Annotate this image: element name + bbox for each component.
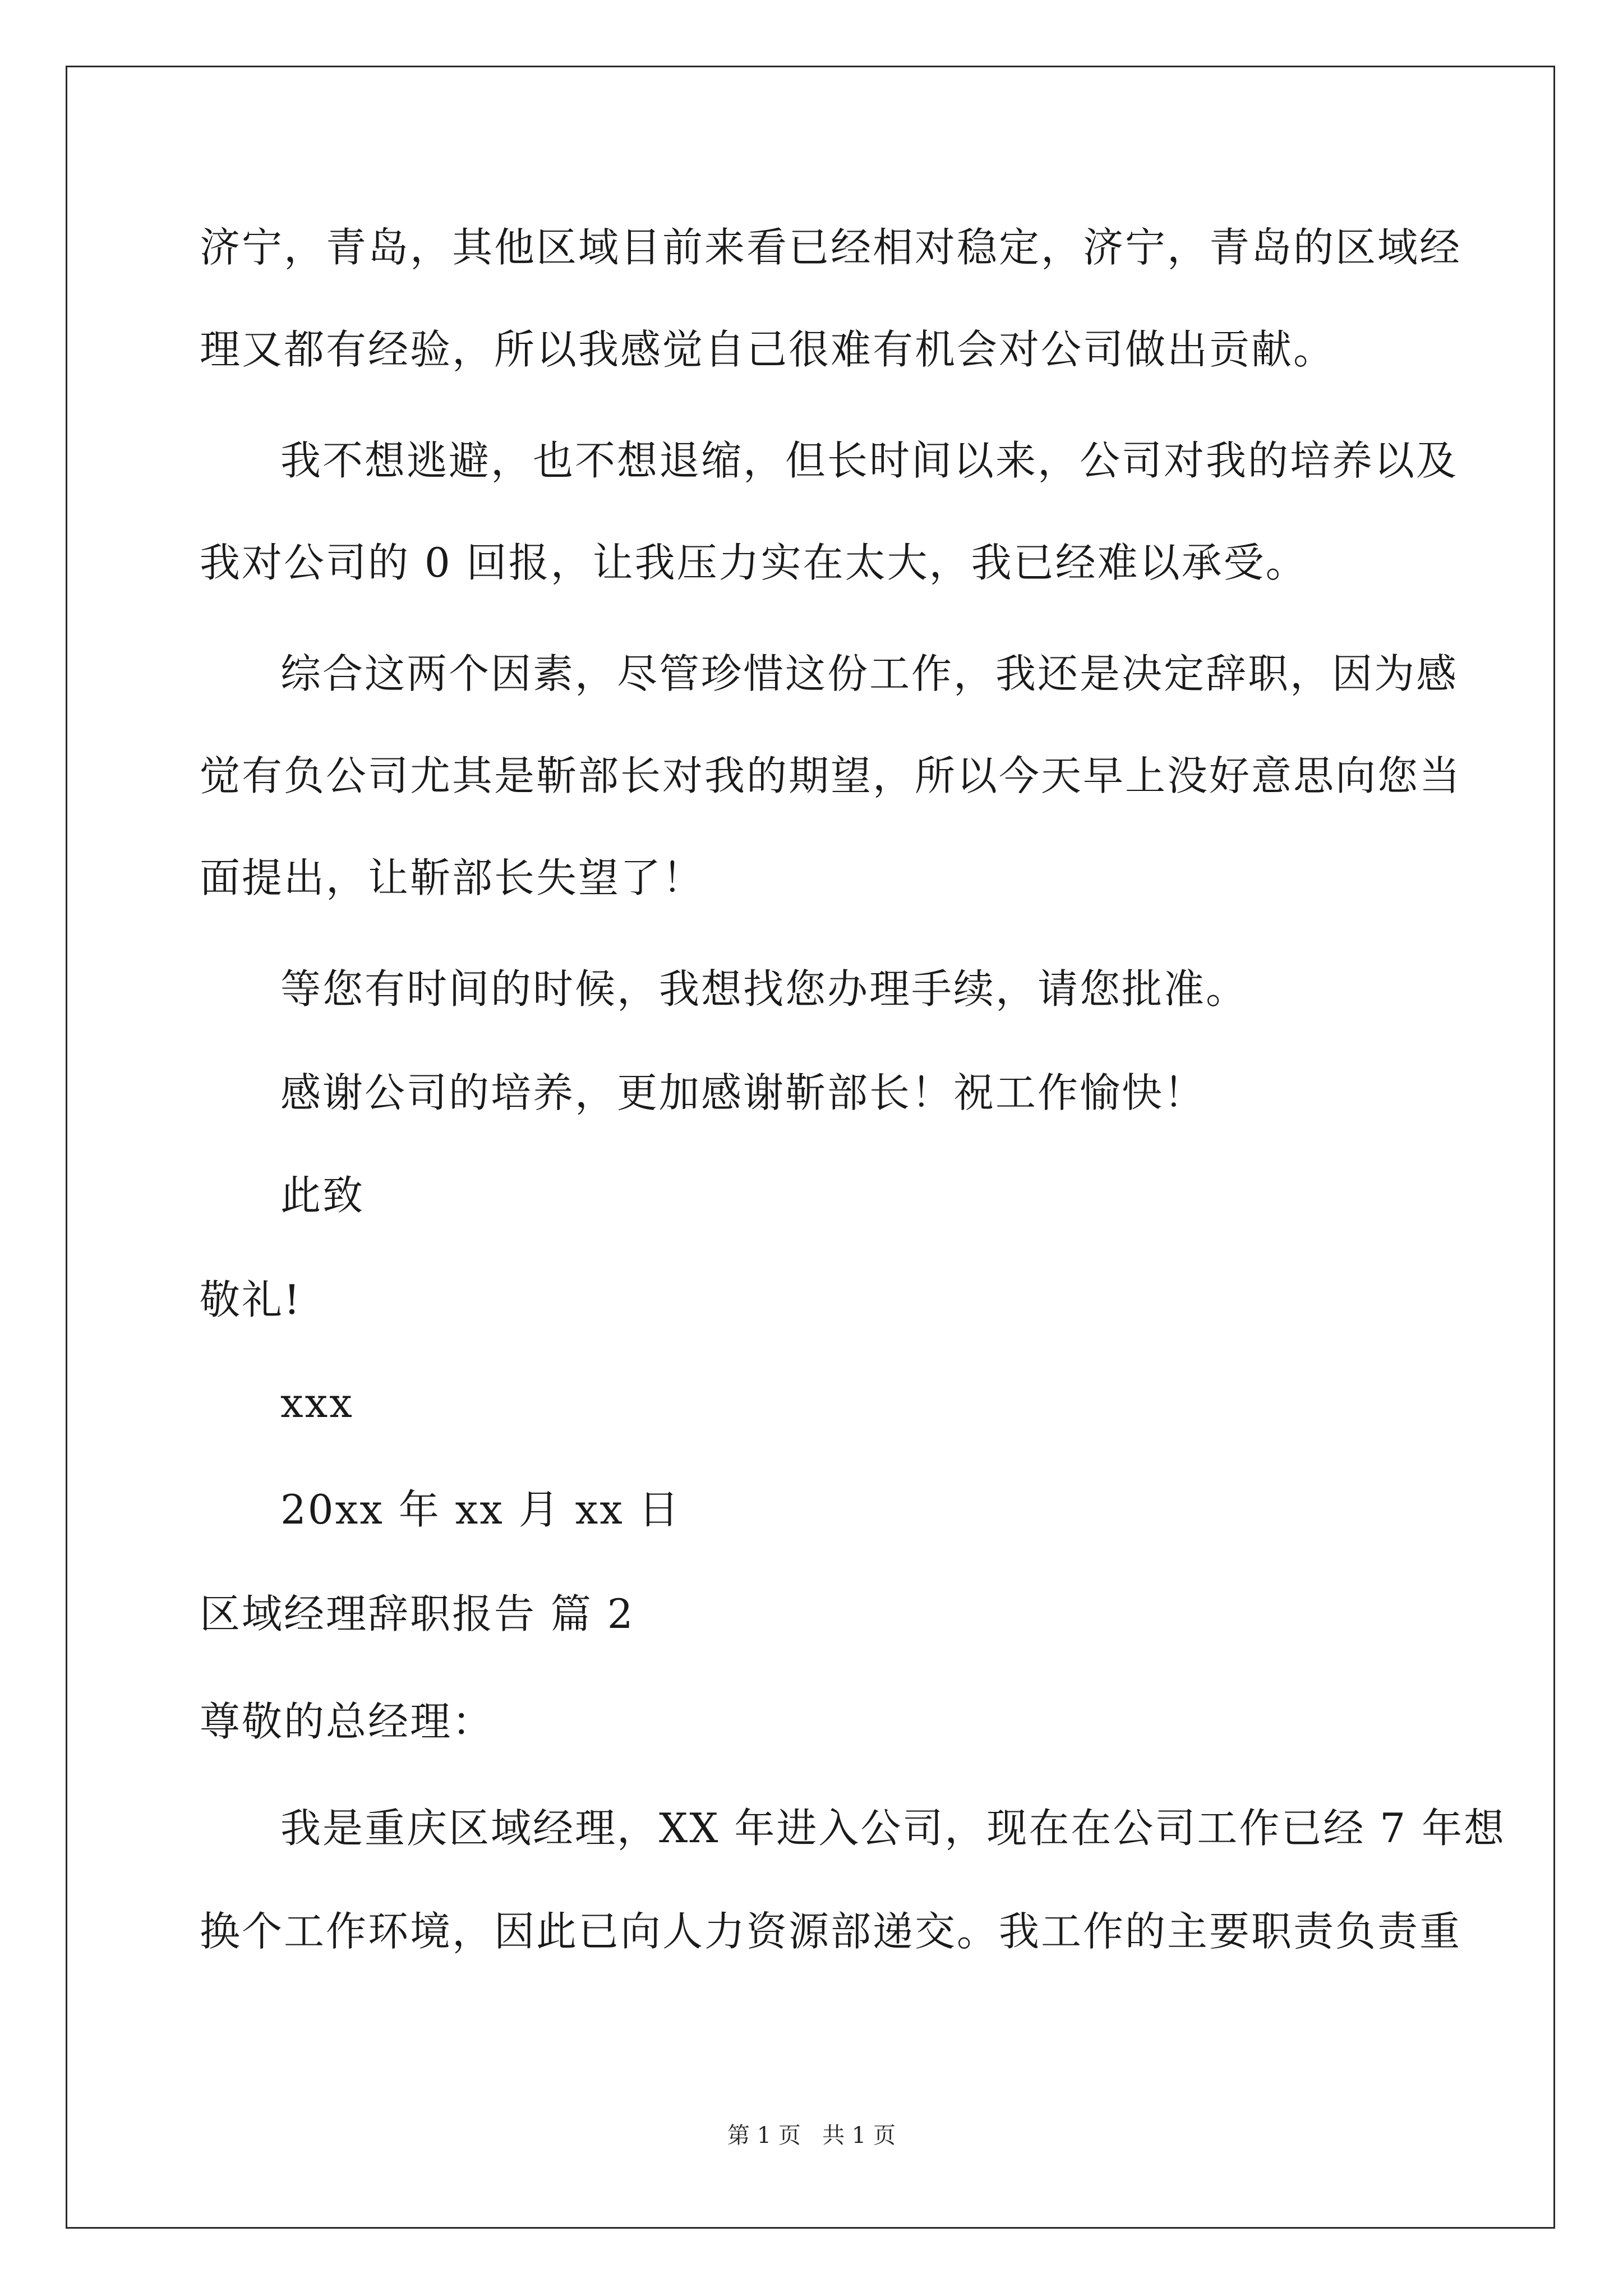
- closing-respect: 敬礼!: [200, 1276, 302, 1323]
- closing-salutation: 此致: [280, 1172, 365, 1219]
- paragraph-line: 我对公司的 0 回报，让我压力实在太大，我已经难以承受。: [200, 539, 1308, 586]
- paragraph-line: 觉有负公司尤其是靳部长对我的期望，所以今天早上没好意思向您当: [200, 752, 1462, 799]
- paragraph-line: 等您有时间的时候，我想找您办理手续，请您批准。: [280, 965, 1248, 1013]
- letter-greeting: 尊敬的总经理：: [200, 1698, 495, 1745]
- paragraph-line: 综合这两个因素，尽管珍惜这份工作，我还是决定辞职，因为感: [280, 650, 1459, 697]
- page-border: [66, 66, 1555, 2229]
- paragraph-line: 面提出，让靳部长失望了！: [200, 854, 705, 901]
- section-title: 区域经理辞职报告 篇 2: [200, 1590, 635, 1637]
- paragraph-line: 理又都有经验，所以我感觉自己很难有机会对公司做出贡献。: [200, 326, 1336, 373]
- paragraph-line: 济宁，青岛，其他区域目前来看已经相对稳定，济宁，青岛的区域经: [200, 224, 1462, 271]
- paragraph-line: 我不想逃避，也不想退缩，但长时间以来，公司对我的培养以及: [280, 437, 1459, 484]
- paragraph-line: 感谢公司的培养，更加感谢靳部长！祝工作愉快！: [280, 1069, 1206, 1116]
- paragraph-line: 我是重庆区域经理，XX 年进入公司，现在在公司工作已经 7 年想: [280, 1805, 1506, 1852]
- signature-name: xxx: [280, 1379, 354, 1427]
- page-footer: 第 1 页 共 1 页: [727, 2123, 896, 2148]
- paragraph-line: 换个工作环境，因此已向人力资源部递交。我工作的主要职责负责重: [200, 1908, 1462, 1955]
- signature-date: 20xx 年 xx 月 xx 日: [280, 1486, 681, 1533]
